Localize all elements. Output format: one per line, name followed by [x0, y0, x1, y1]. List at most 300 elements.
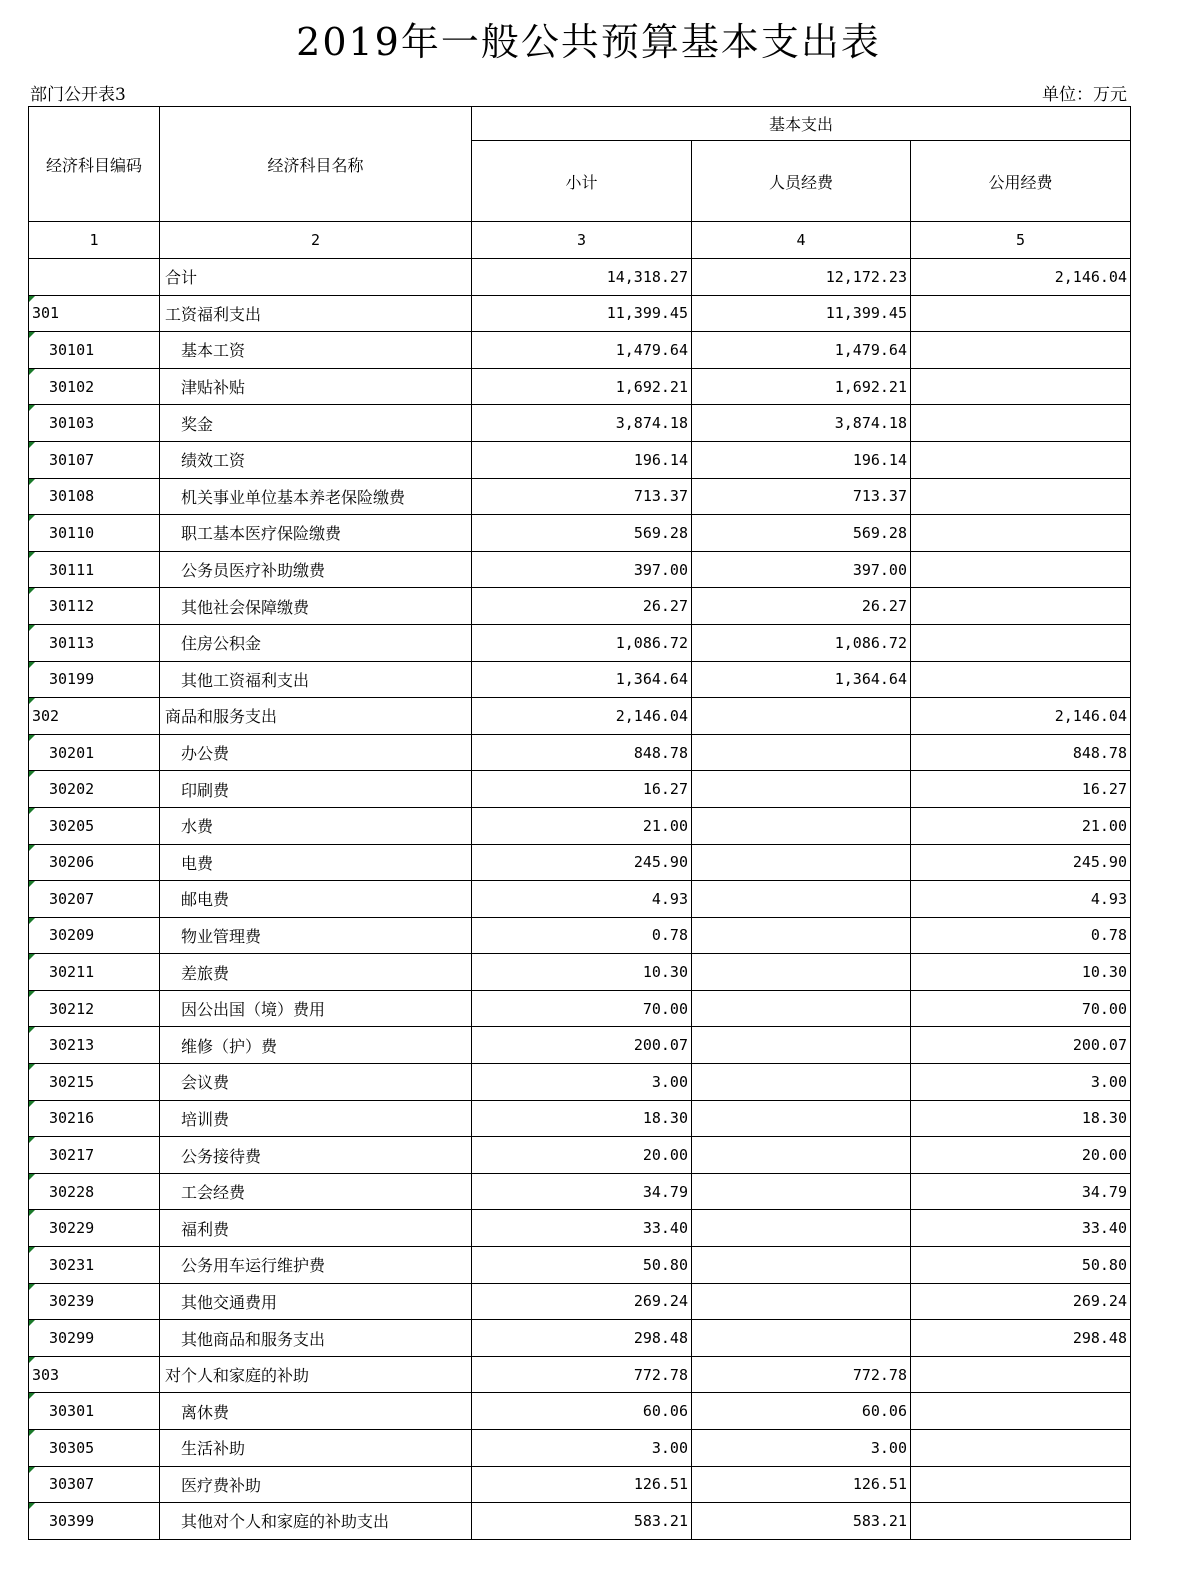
row-code-text: 30217: [49, 1146, 95, 1165]
row-personnel: [692, 1430, 911, 1467]
cell-marker-icon: [29, 442, 35, 448]
table-row: [29, 881, 1131, 918]
row-subtotal: [472, 624, 692, 661]
row-name-text: 机关事业单位基本养老保险缴费: [181, 487, 406, 507]
row-name: [160, 295, 472, 332]
cell-marker-icon: [29, 1210, 35, 1216]
row-subtotal-text: 3.00: [651, 1072, 688, 1091]
row-subtotal: [472, 771, 692, 808]
row-code-text: 30206: [49, 853, 95, 872]
row-name-text: 办公费: [181, 744, 230, 764]
row-name-text: 培训费: [181, 1109, 230, 1129]
row-subtotal-text: 1,364.64: [615, 670, 688, 689]
row-code-text: 30102: [49, 377, 95, 396]
row-name-text: 公务员医疗补助缴费: [181, 561, 326, 581]
row-public: [911, 734, 1131, 771]
row-subtotal-text: 1,086.72: [615, 633, 688, 652]
row-name-text: 电费: [181, 853, 214, 873]
row-public-text: 848.78: [1072, 743, 1127, 762]
row-subtotal-text: 4.93: [651, 889, 688, 908]
cell-marker-icon: [29, 991, 35, 997]
row-subtotal-text: 20.00: [642, 1146, 688, 1165]
row-code: [29, 1247, 160, 1284]
row-code: [29, 624, 160, 661]
row-code: [29, 332, 160, 369]
row-public: [911, 1173, 1131, 1210]
row-code: [29, 1137, 160, 1174]
cell-marker-icon: [29, 662, 35, 668]
table-row: [29, 624, 1131, 661]
row-subtotal: [472, 1247, 692, 1284]
cell-marker-icon: [29, 1393, 35, 1399]
row-public: [911, 295, 1131, 332]
row-subtotal-text: 2,146.04: [615, 706, 688, 725]
row-subtotal: [472, 1503, 692, 1540]
row-subtotal-text: 848.78: [633, 743, 688, 762]
cell-marker-icon: [29, 698, 35, 704]
row-public-text: 21.00: [1081, 816, 1127, 835]
row-code: [29, 990, 160, 1027]
row-personnel: [692, 917, 911, 954]
row-name: [160, 441, 472, 478]
row-code-text: 30205: [49, 816, 95, 835]
row-personnel: [692, 771, 911, 808]
table-row: [29, 1210, 1131, 1247]
row-personnel: [692, 259, 911, 296]
row-subtotal-text: 21.00: [642, 816, 688, 835]
table-row: [29, 441, 1131, 478]
col-number-2: 2: [160, 222, 472, 259]
row-code-text: 30101: [49, 340, 95, 359]
table-row: [29, 332, 1131, 369]
row-personnel-text: 772.78: [852, 1365, 907, 1384]
table-row: [29, 368, 1131, 405]
row-public: [911, 1356, 1131, 1393]
row-code-text: 30399: [49, 1511, 95, 1530]
row-name: [160, 881, 472, 918]
row-code: [29, 1173, 160, 1210]
row-subtotal: [472, 881, 692, 918]
row-code-text: 30301: [49, 1402, 95, 1421]
col-number-4: 4: [692, 222, 911, 259]
cell-marker-icon: [29, 1174, 35, 1180]
row-public: [911, 1210, 1131, 1247]
row-public: [911, 405, 1131, 442]
row-subtotal-text: 34.79: [642, 1182, 688, 1201]
row-personnel: [692, 441, 911, 478]
row-code: [29, 1210, 160, 1247]
row-personnel: [692, 1356, 911, 1393]
row-name: [160, 844, 472, 881]
row-public: [911, 807, 1131, 844]
row-public: [911, 917, 1131, 954]
row-name-text: 住房公积金: [181, 634, 262, 654]
header-basic-expenditure: 基本支出: [472, 107, 1131, 141]
row-subtotal: [472, 844, 692, 881]
row-subtotal-text: 3.00: [651, 1438, 688, 1457]
row-name: [160, 478, 472, 515]
row-subtotal-text: 26.27: [642, 597, 688, 616]
row-name-text: 生活补助: [181, 1439, 246, 1459]
header-public: 公用经费: [911, 141, 1131, 222]
row-personnel: [692, 332, 911, 369]
cell-marker-icon: [29, 625, 35, 631]
cell-marker-icon: [29, 552, 35, 558]
row-personnel: [692, 1466, 911, 1503]
row-name-text: 其他交通费用: [181, 1292, 278, 1312]
row-code: [29, 1503, 160, 1540]
cell-marker-icon: [29, 1027, 35, 1033]
row-code: [29, 917, 160, 954]
table-row: [29, 1503, 1131, 1540]
row-code: [29, 1393, 160, 1430]
row-code: [29, 1100, 160, 1137]
table-row: [29, 1466, 1131, 1503]
row-subtotal-text: 11,399.45: [606, 304, 688, 323]
row-subtotal-text: 0.78: [651, 926, 688, 945]
row-name-text: 水费: [181, 817, 214, 837]
row-public-text: 70.00: [1081, 999, 1127, 1018]
row-code: [29, 515, 160, 552]
row-subtotal: [472, 259, 692, 296]
row-subtotal: [472, 1393, 692, 1430]
row-public: [911, 1466, 1131, 1503]
row-public: [911, 881, 1131, 918]
row-subtotal: [472, 661, 692, 698]
row-code-text: 303: [32, 1365, 60, 1384]
cell-marker-icon: [29, 771, 35, 777]
row-name-text: 职工基本医疗保险缴费: [181, 524, 342, 544]
row-name-text: 其他对个人和家庭的补助支出: [181, 1512, 390, 1532]
header-subtotal: 小计: [472, 141, 692, 222]
row-public-text: 18.30: [1081, 1109, 1127, 1128]
cell-marker-icon: [29, 479, 35, 485]
row-code-text: 30113: [49, 633, 95, 652]
row-code: [29, 405, 160, 442]
row-public: [911, 698, 1131, 735]
row-public-text: 20.00: [1081, 1146, 1127, 1165]
row-subtotal: [472, 1320, 692, 1357]
row-public-text: 4.93: [1090, 889, 1127, 908]
row-personnel: [692, 368, 911, 405]
row-name-text: 合计: [165, 268, 198, 288]
row-name: [160, 1503, 472, 1540]
col-number-3: 3: [472, 222, 692, 259]
row-subtotal: [472, 917, 692, 954]
row-personnel: [692, 1137, 911, 1174]
row-public-text: 3.00: [1090, 1072, 1127, 1091]
row-subtotal: [472, 478, 692, 515]
row-code: [29, 368, 160, 405]
row-personnel: [692, 1320, 911, 1357]
row-name-text: 差旅费: [181, 963, 230, 983]
row-personnel: [692, 1027, 911, 1064]
row-name: [160, 990, 472, 1027]
table-row: [29, 259, 1131, 296]
row-code-text: 30209: [49, 926, 95, 945]
row-code: [29, 1430, 160, 1467]
row-code: [29, 1466, 160, 1503]
row-public-text: 0.78: [1090, 926, 1127, 945]
row-code-text: 30211: [49, 963, 95, 982]
row-name: [160, 661, 472, 698]
page-title: 2019年一般公共预算基本支出表: [296, 20, 881, 64]
row-personnel: [692, 807, 911, 844]
row-code: [29, 661, 160, 698]
row-subtotal: [472, 332, 692, 369]
row-subtotal: [472, 1137, 692, 1174]
row-name: [160, 624, 472, 661]
row-subtotal: [472, 1356, 692, 1393]
row-name: [160, 1027, 472, 1064]
row-public: [911, 1430, 1131, 1467]
row-personnel-text: 583.21: [852, 1511, 907, 1530]
cell-marker-icon: [29, 369, 35, 375]
row-subtotal-text: 245.90: [633, 853, 688, 872]
row-subtotal-text: 126.51: [633, 1475, 688, 1494]
row-personnel: [692, 295, 911, 332]
cell-marker-icon: [29, 1467, 35, 1473]
table-row: [29, 807, 1131, 844]
row-name: [160, 1283, 472, 1320]
row-subtotal: [472, 954, 692, 991]
row-public-text: 298.48: [1072, 1329, 1127, 1348]
row-personnel-text: 196.14: [852, 450, 907, 469]
row-code: [29, 844, 160, 881]
row-subtotal-text: 1,479.64: [615, 340, 688, 359]
cell-marker-icon: [29, 1357, 35, 1363]
row-public: [911, 478, 1131, 515]
row-name-text: 会议费: [181, 1073, 230, 1093]
cell-marker-icon: [29, 588, 35, 594]
row-public: [911, 1137, 1131, 1174]
cell-marker-icon: [29, 1430, 35, 1436]
row-code-text: 30229: [49, 1219, 95, 1238]
row-personnel-text: 1,479.64: [834, 340, 907, 359]
row-public-text: 33.40: [1081, 1219, 1127, 1238]
table-row: [29, 1100, 1131, 1137]
table-body: [29, 259, 1131, 1540]
cell-marker-icon: [29, 808, 35, 814]
row-subtotal: [472, 1210, 692, 1247]
row-public: [911, 1320, 1131, 1357]
row-subtotal-text: 772.78: [633, 1365, 688, 1384]
row-subtotal-text: 10.30: [642, 963, 688, 982]
row-code-text: 30213: [49, 1036, 95, 1055]
row-name-text: 离休费: [181, 1402, 230, 1422]
col-number-5: 5: [911, 222, 1131, 259]
table-row: [29, 1173, 1131, 1210]
row-public: [911, 1100, 1131, 1137]
row-subtotal-text: 16.27: [642, 780, 688, 799]
row-subtotal-text: 50.80: [642, 1255, 688, 1274]
table-row: [29, 771, 1131, 808]
row-code: [29, 1356, 160, 1393]
row-code-text: 30207: [49, 889, 95, 908]
row-code: [29, 881, 160, 918]
row-name-text: 工资福利支出: [165, 304, 262, 324]
header-row-numbers: [29, 222, 1131, 259]
row-public: [911, 551, 1131, 588]
row-code: [29, 1320, 160, 1357]
row-code-text: 30239: [49, 1292, 95, 1311]
row-name-text: 其他工资福利支出: [181, 670, 310, 690]
expenditure-table: [28, 106, 1131, 1540]
row-personnel-text: 12,172.23: [825, 267, 907, 286]
row-subtotal-text: 569.28: [633, 523, 688, 542]
row-name: [160, 1100, 472, 1137]
row-subtotal: [472, 1100, 692, 1137]
row-subtotal-text: 269.24: [633, 1292, 688, 1311]
table-row: [29, 588, 1131, 625]
row-name: [160, 1173, 472, 1210]
row-personnel-text: 1,692.21: [834, 377, 907, 396]
row-subtotal-text: 713.37: [633, 487, 688, 506]
row-code-text: 30215: [49, 1072, 95, 1091]
row-code: [29, 954, 160, 991]
row-code-text: 30228: [49, 1182, 95, 1201]
row-name-text: 物业管理费: [181, 926, 262, 946]
row-name: [160, 734, 472, 771]
row-name-text: 医疗费补助: [181, 1475, 262, 1495]
row-name-text: 津贴补贴: [181, 378, 246, 398]
row-code-text: 30199: [49, 670, 95, 689]
row-code-text: 301: [32, 304, 60, 323]
row-subtotal-text: 196.14: [633, 450, 688, 469]
row-name-text: 商品和服务支出: [165, 707, 278, 727]
table-row: [29, 844, 1131, 881]
row-subtotal-text: 583.21: [633, 1511, 688, 1530]
row-personnel: [692, 954, 911, 991]
row-subtotal-text: 298.48: [633, 1329, 688, 1348]
row-personnel-text: 26.27: [861, 597, 907, 616]
row-subtotal: [472, 1173, 692, 1210]
row-public: [911, 1247, 1131, 1284]
table-row: [29, 917, 1131, 954]
row-public: [911, 1064, 1131, 1101]
cell-marker-icon: [29, 296, 35, 302]
row-personnel: [692, 1210, 911, 1247]
row-personnel-text: 3.00: [870, 1438, 907, 1457]
table-row: [29, 295, 1131, 332]
table-row: [29, 1430, 1131, 1467]
row-public: [911, 661, 1131, 698]
cell-marker-icon: [29, 1247, 35, 1253]
row-name-text: 其他社会保障缴费: [181, 597, 310, 617]
row-subtotal-text: 3,874.18: [615, 414, 688, 433]
row-code: [29, 259, 160, 296]
row-public: [911, 1393, 1131, 1430]
cell-marker-icon: [29, 735, 35, 741]
row-subtotal: [472, 734, 692, 771]
table-row: [29, 405, 1131, 442]
row-code-text: 30299: [49, 1329, 95, 1348]
row-name: [160, 515, 472, 552]
row-name: [160, 917, 472, 954]
row-personnel-text: 126.51: [852, 1475, 907, 1494]
row-public: [911, 588, 1131, 625]
row-public: [911, 259, 1131, 296]
row-personnel-text: 1,364.64: [834, 670, 907, 689]
row-code: [29, 588, 160, 625]
row-personnel: [692, 990, 911, 1027]
row-code: [29, 734, 160, 771]
row-code-text: 30108: [49, 487, 95, 506]
row-code-text: 30103: [49, 414, 95, 433]
row-subtotal: [472, 698, 692, 735]
row-name-text: 绩效工资: [181, 451, 246, 471]
row-public: [911, 441, 1131, 478]
cell-marker-icon: [29, 332, 35, 338]
row-subtotal: [472, 295, 692, 332]
row-subtotal: [472, 515, 692, 552]
row-code: [29, 441, 160, 478]
row-personnel-text: 11,399.45: [825, 304, 907, 323]
row-personnel-text: 397.00: [852, 560, 907, 579]
row-name-text: 对个人和家庭的补助: [165, 1366, 310, 1386]
table-row: [29, 954, 1131, 991]
row-public-text: 269.24: [1072, 1292, 1127, 1311]
row-subtotal: [472, 807, 692, 844]
row-public-text: 34.79: [1081, 1182, 1127, 1201]
row-personnel-text: 713.37: [852, 487, 907, 506]
row-public: [911, 1503, 1131, 1540]
row-code-text: 30216: [49, 1109, 95, 1128]
row-personnel: [692, 588, 911, 625]
table-row: [29, 1027, 1131, 1064]
row-code-text: 30107: [49, 450, 95, 469]
row-name: [160, 1210, 472, 1247]
row-code-text: 30202: [49, 780, 95, 799]
row-name-text: 邮电费: [181, 890, 230, 910]
row-name-text: 福利费: [181, 1219, 230, 1239]
row-public-text: 10.30: [1081, 963, 1127, 982]
row-code-text: 30111: [49, 560, 95, 579]
row-code: [29, 1027, 160, 1064]
header-name: 经济科目名称: [160, 107, 472, 222]
header-personnel: 人员经费: [692, 141, 911, 222]
row-name: [160, 954, 472, 991]
row-public-text: 245.90: [1072, 853, 1127, 872]
row-name: [160, 1430, 472, 1467]
table-row: [29, 1393, 1131, 1430]
table-row: [29, 1356, 1131, 1393]
row-name: [160, 405, 472, 442]
form-label: 部门公开表3: [30, 85, 126, 105]
row-code: [29, 295, 160, 332]
row-personnel: [692, 1393, 911, 1430]
row-name: [160, 1356, 472, 1393]
row-personnel-text: 569.28: [852, 523, 907, 542]
row-personnel: [692, 405, 911, 442]
row-public: [911, 368, 1131, 405]
row-name-text: 奖金: [181, 414, 214, 434]
row-subtotal-text: 14,318.27: [606, 267, 688, 286]
table-header: [29, 107, 1131, 259]
row-subtotal: [472, 990, 692, 1027]
cell-marker-icon: [29, 918, 35, 924]
table-row: [29, 1064, 1131, 1101]
row-name-text: 工会经费: [181, 1183, 246, 1203]
table-row: [29, 734, 1131, 771]
row-subtotal: [472, 1283, 692, 1320]
row-public: [911, 844, 1131, 881]
row-code: [29, 771, 160, 808]
row-subtotal: [472, 368, 692, 405]
row-name: [160, 332, 472, 369]
row-personnel: [692, 844, 911, 881]
row-personnel-text: 3,874.18: [834, 414, 907, 433]
